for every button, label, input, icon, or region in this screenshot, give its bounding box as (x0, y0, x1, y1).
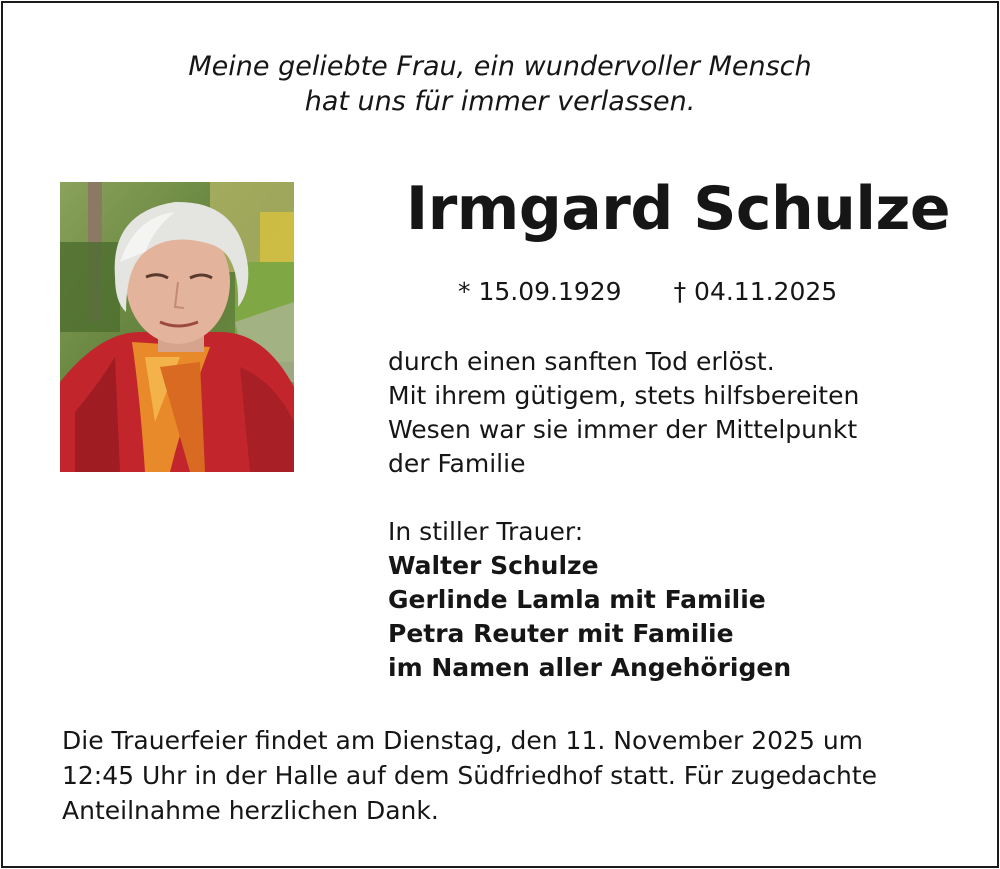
tribute-line-4: der Familie (388, 449, 526, 478)
birth-date: * 15.09.1929 (458, 277, 622, 306)
life-dates (458, 275, 837, 309)
mourner-name-1: Walter Schulze (388, 551, 599, 580)
mourner-name-4: im Namen aller Angehörigen (388, 653, 792, 682)
mourner-name-2: Gerlinde Lamla mit Familie (388, 585, 766, 614)
tribute-line-2: Mit ihrem gütigem, stets hilfsbereiten (388, 381, 860, 410)
portrait-illustration (60, 182, 294, 472)
funeral-info (62, 723, 877, 828)
mourners-heading: In stiller Trauer: (388, 517, 584, 546)
funeral-line-3: Anteilnahme herzlichen Dank. (62, 796, 439, 825)
mourners-block (388, 515, 791, 685)
tribute-line-3: Wesen war sie immer der Mittelpunkt (388, 415, 858, 444)
tribute-text (388, 345, 859, 481)
obituary-notice (1, 1, 999, 868)
mourner-name-3: Petra Reuter mit Familie (388, 619, 734, 648)
funeral-line-1: Die Trauerfeier findet am Dienstag, den 11. November 2025 um (62, 726, 864, 755)
intro-line-2: hat uns für immer verlassen. (304, 86, 696, 117)
tribute-line-1: durch einen sanften Tod erlöst. (388, 347, 775, 376)
intro-line-1: Meine geliebte Frau, ein wundervoller Mensch (188, 51, 812, 82)
intro-text (3, 49, 997, 119)
death-date: † 04.11.2025 (673, 277, 838, 306)
funeral-line-2: 12:45 Uhr in der Halle auf dem Südfriedhof statt. Für zugedachte (62, 761, 878, 790)
deceased-name: Irmgard Schulze (405, 174, 951, 244)
portrait-photo (60, 182, 294, 472)
